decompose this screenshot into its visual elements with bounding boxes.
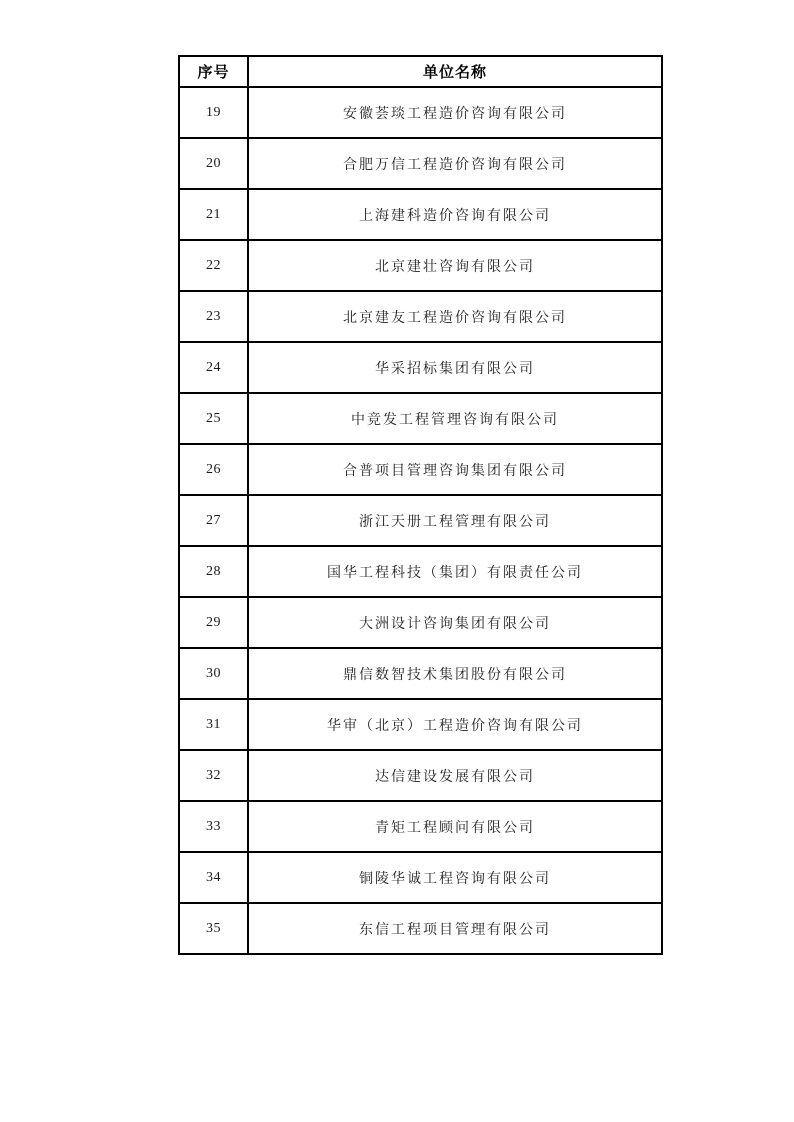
unit-name-cell: 鼎信数智技术集团股份有限公司 — [248, 648, 662, 699]
row-index-cell: 24 — [179, 342, 248, 393]
unit-name-cell: 铜陵华诚工程咨询有限公司 — [248, 852, 662, 903]
unit-name-cell: 国华工程科技（集团）有限责任公司 — [248, 546, 662, 597]
unit-name-cell: 中竞发工程管理咨询有限公司 — [248, 393, 662, 444]
unit-name-cell: 北京建壮咨询有限公司 — [248, 240, 662, 291]
table-row — [179, 750, 662, 801]
table-row — [179, 189, 662, 240]
row-index-cell: 35 — [179, 903, 248, 954]
unit-name-cell: 安徽荟琰工程造价咨询有限公司 — [248, 87, 662, 138]
column-header-unit-name: 单位名称 — [248, 56, 662, 87]
row-index-cell: 32 — [179, 750, 248, 801]
row-index-cell: 21 — [179, 189, 248, 240]
unit-name-cell: 合肥万信工程造价咨询有限公司 — [248, 138, 662, 189]
unit-name-cell: 大洲设计咨询集团有限公司 — [248, 597, 662, 648]
row-index-cell: 26 — [179, 444, 248, 495]
table-row — [179, 597, 662, 648]
row-index-cell: 19 — [179, 87, 248, 138]
table-row — [179, 291, 662, 342]
row-index-cell: 25 — [179, 393, 248, 444]
table-row — [179, 138, 662, 189]
unit-name-cell: 浙江天册工程管理有限公司 — [248, 495, 662, 546]
unit-name-cell: 达信建设发展有限公司 — [248, 750, 662, 801]
table-row — [179, 648, 662, 699]
table-row — [179, 852, 662, 903]
table-row — [179, 903, 662, 954]
unit-name-cell: 青矩工程顾问有限公司 — [248, 801, 662, 852]
row-index-cell: 27 — [179, 495, 248, 546]
table-row — [179, 495, 662, 546]
row-index-cell: 20 — [179, 138, 248, 189]
unit-name-cell: 合普项目管理咨询集团有限公司 — [248, 444, 662, 495]
row-index-cell: 34 — [179, 852, 248, 903]
header-row — [179, 56, 662, 87]
row-index-cell: 31 — [179, 699, 248, 750]
row-index-cell: 23 — [179, 291, 248, 342]
column-header-index: 序号 — [179, 56, 248, 87]
unit-name-cell: 华审（北京）工程造价咨询有限公司 — [248, 699, 662, 750]
table-row — [179, 444, 662, 495]
unit-name-cell: 东信工程项目管理有限公司 — [248, 903, 662, 954]
row-index-cell: 22 — [179, 240, 248, 291]
row-index-cell: 29 — [179, 597, 248, 648]
table-row — [179, 342, 662, 393]
units-table — [178, 55, 663, 955]
table-row — [179, 699, 662, 750]
table-row — [179, 393, 662, 444]
unit-name-cell: 北京建友工程造价咨询有限公司 — [248, 291, 662, 342]
table-row — [179, 87, 662, 138]
table-body — [179, 87, 662, 954]
table-row — [179, 801, 662, 852]
table-row — [179, 546, 662, 597]
table-row — [179, 240, 662, 291]
unit-name-cell: 华采招标集团有限公司 — [248, 342, 662, 393]
row-index-cell: 28 — [179, 546, 248, 597]
unit-name-cell: 上海建科造价咨询有限公司 — [248, 189, 662, 240]
row-index-cell: 30 — [179, 648, 248, 699]
row-index-cell: 33 — [179, 801, 248, 852]
